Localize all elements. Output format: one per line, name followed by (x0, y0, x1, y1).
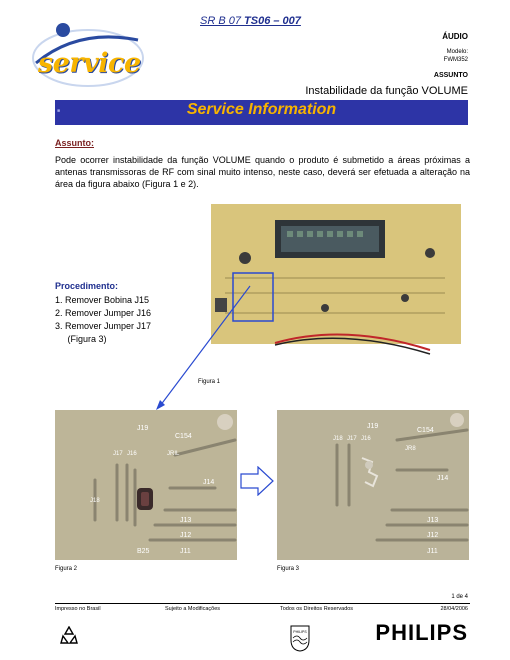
fig2-label: J17 (113, 451, 123, 457)
logo-word: service (38, 48, 141, 79)
philips-brand: PHILIPS (375, 620, 468, 645)
fig3-label: J11 (427, 548, 438, 555)
fig3-label: J17 (347, 436, 357, 442)
fig3-label: C154 (417, 427, 434, 434)
fig2-label: J14 (203, 479, 215, 486)
fig2-label: J13 (180, 517, 192, 524)
doc-code-main: TS06 – 007 (244, 15, 301, 27)
fig3-label: J16 (361, 436, 371, 442)
right-arrow-icon (240, 466, 274, 496)
fig3-label: J13 (427, 517, 439, 524)
fig2-label: JRIL (167, 451, 180, 457)
procedure-heading: Procedimento: (55, 281, 119, 291)
emblem-text: PHILIPS (293, 630, 307, 634)
fig3-label: J12 (427, 532, 439, 539)
model-caption: Modelo: (446, 49, 468, 55)
figure-2-detail-photo (55, 410, 237, 560)
procedure-step: 1. Remover Bobina J15 (55, 295, 150, 305)
assunto-label: ASSUNTO (433, 72, 468, 79)
subject-title: Instabilidade da função VOLUME (305, 85, 468, 97)
fig2-label: J16 (127, 451, 137, 457)
model-value: FWM352 (443, 57, 468, 63)
figure-3-board-closeup (277, 410, 469, 560)
fig3-label: J19 (367, 423, 379, 430)
bar-mark: ■ (57, 108, 61, 114)
category-label: ÁUDIO (442, 32, 468, 41)
figure-3-detail-photo (277, 410, 469, 560)
figure-2-board-closeup (55, 410, 237, 560)
fig2-label: C154 (175, 433, 192, 440)
service-logo (28, 18, 178, 93)
doc-code-prefix: SR B 07 (200, 15, 241, 27)
procedure-step: 3. Remover Jumper J17 (55, 321, 152, 331)
bar-title: Service Information (186, 101, 337, 118)
footer-changes: Sujeito a Modificações (165, 606, 221, 612)
fig3-label: J14 (437, 475, 449, 482)
fig2-label: J18 (90, 498, 100, 504)
procedure-steps (55, 294, 151, 346)
fig2-label: J19 (137, 425, 149, 432)
footer-divider (55, 603, 470, 604)
figure-2-caption: Figura 2 (55, 566, 78, 572)
fig2-label: J11 (180, 548, 191, 555)
procedure-step: (Figura 3) (55, 334, 107, 344)
figure-3-caption: Figura 3 (277, 566, 300, 572)
philips-shield-icon (290, 624, 310, 652)
procedure-step: 2. Remover Jumper J16 (55, 308, 152, 318)
footer-printed: Impresso no Brasil (55, 606, 101, 612)
figure-1-caption: Figura 1 (198, 379, 221, 385)
issue-description: Pode ocorrer instabilidade da função VOLUME quando o produto é submetido a áreas próximas a antenas transmissoras de RF com sinal muito intenso, neste caso, deverá ser efetuada a alteração na área da figura abaixo (Figura 1 e 2). (55, 155, 470, 189)
footer-rights: Todos os Direitos Reservados (280, 606, 354, 612)
fig2-label: J12 (180, 532, 192, 539)
fig3-label: J18 (333, 436, 343, 442)
footer-date: 28/04/2006 (440, 606, 468, 612)
recycle-icon (60, 626, 78, 644)
assunto-heading: Assunto: (55, 138, 94, 148)
page-number: 1 de 4 (451, 594, 468, 600)
fig3-label: JR8 (405, 446, 416, 452)
fig2-label: B25 (137, 548, 150, 555)
model-label (444, 48, 468, 64)
philips-shield-emblem (290, 624, 310, 652)
document-code (200, 15, 400, 27)
pointer-arrow-icon (150, 284, 260, 414)
